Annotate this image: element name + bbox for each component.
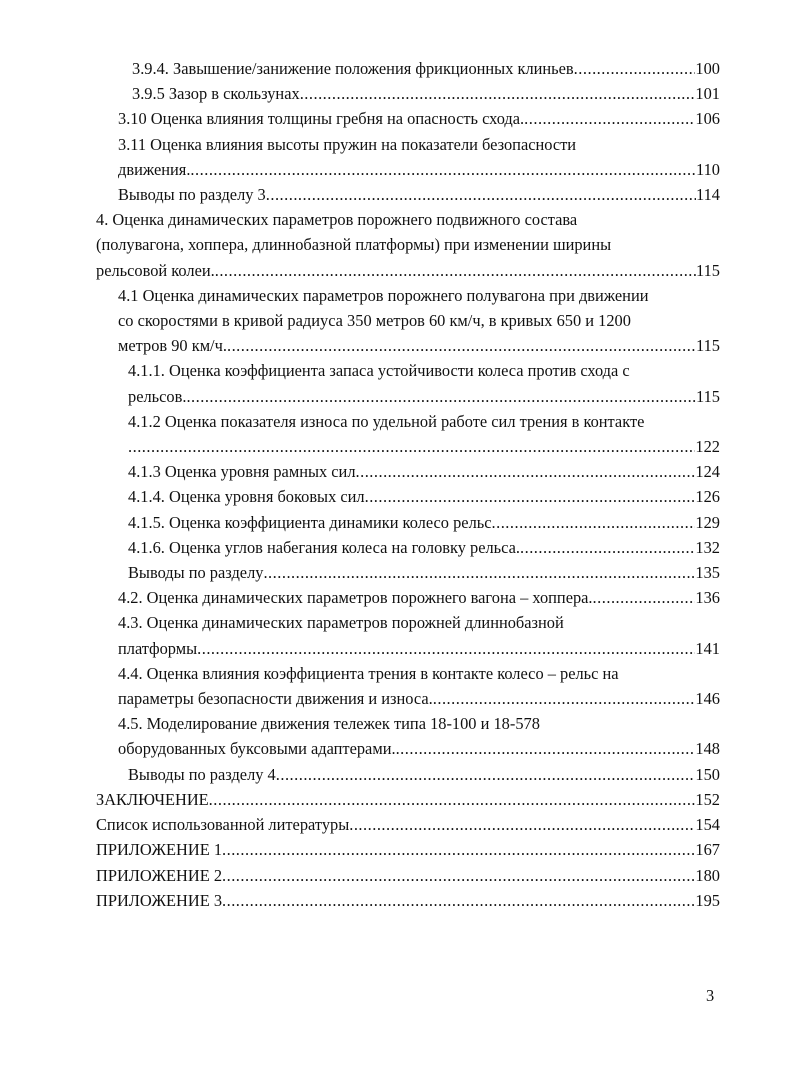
toc-entry-conclusions-4-1 xyxy=(96,560,720,585)
toc-entry-line: 4.3. Оценка динамических параметров порожней длиннобазной xyxy=(118,613,564,633)
toc-entry-text: 4.1.5. Оценка коэффициента динамики колесо рельс xyxy=(128,512,492,532)
dot-leader xyxy=(492,510,696,535)
toc-entry-references xyxy=(96,812,720,837)
toc-page-number: 114 xyxy=(696,185,720,205)
toc-entry-4-1-6 xyxy=(96,535,720,560)
toc-entry-3-11 xyxy=(96,132,720,182)
toc-entry-text: ПРИЛОЖЕНИЕ 3 xyxy=(96,890,223,910)
toc-entry-conclusions-3 xyxy=(96,182,720,207)
dot-leader xyxy=(190,157,696,182)
dot-leader xyxy=(396,736,696,761)
toc-entry-text: ПРИЛОЖЕНИЕ 2 xyxy=(96,865,223,885)
dot-leader xyxy=(365,484,696,509)
toc-entry-text: рельсовой колеи. xyxy=(96,260,215,280)
dot-leader xyxy=(433,686,696,711)
toc-entry-line: 4.5. Моделирование движения тележек типа 18-100 и 18-578 xyxy=(118,714,540,734)
toc-entry-4-1-2 xyxy=(96,409,720,459)
toc-entry-4-2 xyxy=(96,585,720,610)
toc-entry-text: 4.1.4. Оценка уровня боковых сил xyxy=(128,487,365,507)
toc-entry-line: 4.4. Оценка влияния коэффициента трения в контакте колесо – рельс на xyxy=(118,663,619,683)
toc-page-number: 129 xyxy=(695,512,720,532)
toc-page-number: 167 xyxy=(695,840,720,860)
toc-entry-text: Выводы по разделу xyxy=(128,563,264,583)
toc-page-number: 115 xyxy=(696,386,720,406)
dot-leader xyxy=(128,434,695,459)
toc-page-number: 106 xyxy=(695,109,720,129)
toc-page-number: 154 xyxy=(695,815,720,835)
toc-page-number: 100 xyxy=(695,59,720,78)
toc-entry-text: 3.9.5 Зазор в скользунах xyxy=(132,84,300,104)
dot-leader xyxy=(215,258,696,283)
toc-entry-text: оборудованных буксовыми адаптерами. xyxy=(118,739,396,759)
toc-entry-text: 4.1.6. Оценка углов набегания колеса на головку рельса. xyxy=(128,537,521,557)
toc-entry-text: Список использованной литературы xyxy=(96,815,350,835)
toc-entry-text: 4.2. Оценка динамических параметров порожнего вагона – хоппера. xyxy=(118,588,593,608)
toc-entry-text: ЗАКЛЮЧЕНИЕ xyxy=(96,789,209,809)
toc-entry-appendix-1 xyxy=(96,837,720,862)
dot-leader xyxy=(300,81,696,106)
toc-entry-text: Выводы по разделу 4 xyxy=(128,764,276,784)
toc-page-number: 126 xyxy=(695,487,720,507)
toc-page-number: 122 xyxy=(695,437,720,457)
toc-entry-text: 3.10 Оценка влияния толщины гребня на опасность схода. xyxy=(118,109,525,129)
dot-leader xyxy=(186,384,696,409)
dot-leader xyxy=(520,535,695,560)
dot-leader xyxy=(593,585,696,610)
toc-entry-conclusions-4 xyxy=(96,762,720,787)
toc-entry-text: 4.1.3 Оценка уровня рамных сил xyxy=(128,462,356,482)
toc-entry-text: ПРИЛОЖЕНИЕ 1 xyxy=(96,840,223,860)
toc-page-number: 148 xyxy=(695,739,720,759)
toc-page-number: 141 xyxy=(695,638,720,658)
toc-entry-text: движения. xyxy=(118,159,191,179)
dot-leader xyxy=(222,837,695,862)
toc-entry-line: 4.1.2 Оценка показателя износа по удельной работе сил трения в контакте xyxy=(128,411,645,431)
toc-entry-line: со скоростями в кривой радиуса 350 метров 60 км/ч, в кривых 650 и 1200 xyxy=(118,311,631,331)
toc-entry-line: (полувагона, хоппера, длиннобазной платформы) при изменении ширины xyxy=(96,235,612,255)
dot-leader xyxy=(263,560,695,585)
toc-entry-conclusion xyxy=(96,787,720,812)
toc-entry-text: рельсов. xyxy=(128,386,187,406)
toc-page-number: 115 xyxy=(696,260,720,280)
dot-leader xyxy=(276,762,696,787)
toc-entry-line: 4.1.1. Оценка коэффициента запаса устойчивости колеса против схода с xyxy=(128,361,630,381)
toc-entry-4-5 xyxy=(96,711,720,761)
dot-leader xyxy=(222,888,695,913)
dot-leader xyxy=(209,787,696,812)
toc-entry-line: 3.11 Оценка влияния высоты пружин на показатели безопасности xyxy=(118,134,577,154)
toc-page-number: 115 xyxy=(696,336,720,356)
dot-leader xyxy=(349,812,695,837)
toc-page-number: 136 xyxy=(695,588,720,608)
toc-page-number: 150 xyxy=(695,764,720,784)
dot-leader xyxy=(227,333,696,358)
toc-entry-4 xyxy=(96,207,720,283)
page-number: 3 xyxy=(706,986,715,1005)
toc-entry-appendix-3 xyxy=(96,888,720,913)
dot-leader xyxy=(266,182,696,207)
toc-page-number: 146 xyxy=(695,689,720,709)
toc-page-number: 135 xyxy=(695,563,720,583)
toc-page-number: 110 xyxy=(696,159,720,179)
toc-entry-line: 4.1 Оценка динамических параметров порожнего полувагона при движении xyxy=(118,285,649,305)
toc-page-number: 101 xyxy=(695,84,720,104)
toc-entry-4-1-4 xyxy=(96,484,720,509)
dot-leader xyxy=(574,56,696,81)
toc-entry-text: метров 90 км/ч. xyxy=(118,336,227,356)
toc-entry-3-9-5 xyxy=(96,81,720,106)
toc-entry-4-1-3 xyxy=(96,459,720,484)
dot-leader xyxy=(197,636,695,661)
toc-entry-text: платформы xyxy=(118,638,198,658)
toc-entry-appendix-2 xyxy=(96,863,720,888)
toc-entry-4-1-5 xyxy=(96,510,720,535)
toc-entry-4-1 xyxy=(96,283,720,359)
dot-leader xyxy=(222,863,695,888)
toc-entry-text: параметры безопасности движения и износа. xyxy=(118,689,433,709)
toc-page-number: 132 xyxy=(695,537,720,557)
toc-page-number: 124 xyxy=(695,462,720,482)
toc-page-number: 180 xyxy=(695,865,720,885)
toc-entry-text: 3.9.4. Завышение/занижение положения фрикционных клиньев xyxy=(132,59,574,78)
toc-entry-4-4 xyxy=(96,661,720,711)
toc-entry-3-9-4 xyxy=(96,56,720,81)
table-of-contents xyxy=(96,56,720,913)
toc-page-number: 195 xyxy=(695,890,720,910)
toc-entry-4-3 xyxy=(96,610,720,660)
toc-entry-3-10 xyxy=(96,106,720,131)
dot-leader xyxy=(524,106,695,131)
toc-entry-4-1-1 xyxy=(96,358,720,408)
dot-leader xyxy=(356,459,696,484)
toc-entry-text: Выводы по разделу 3 xyxy=(118,185,266,205)
toc-page-number: 152 xyxy=(695,789,720,809)
toc-entry-line: 4. Оценка динамических параметров порожнего подвижного состава xyxy=(96,210,578,230)
